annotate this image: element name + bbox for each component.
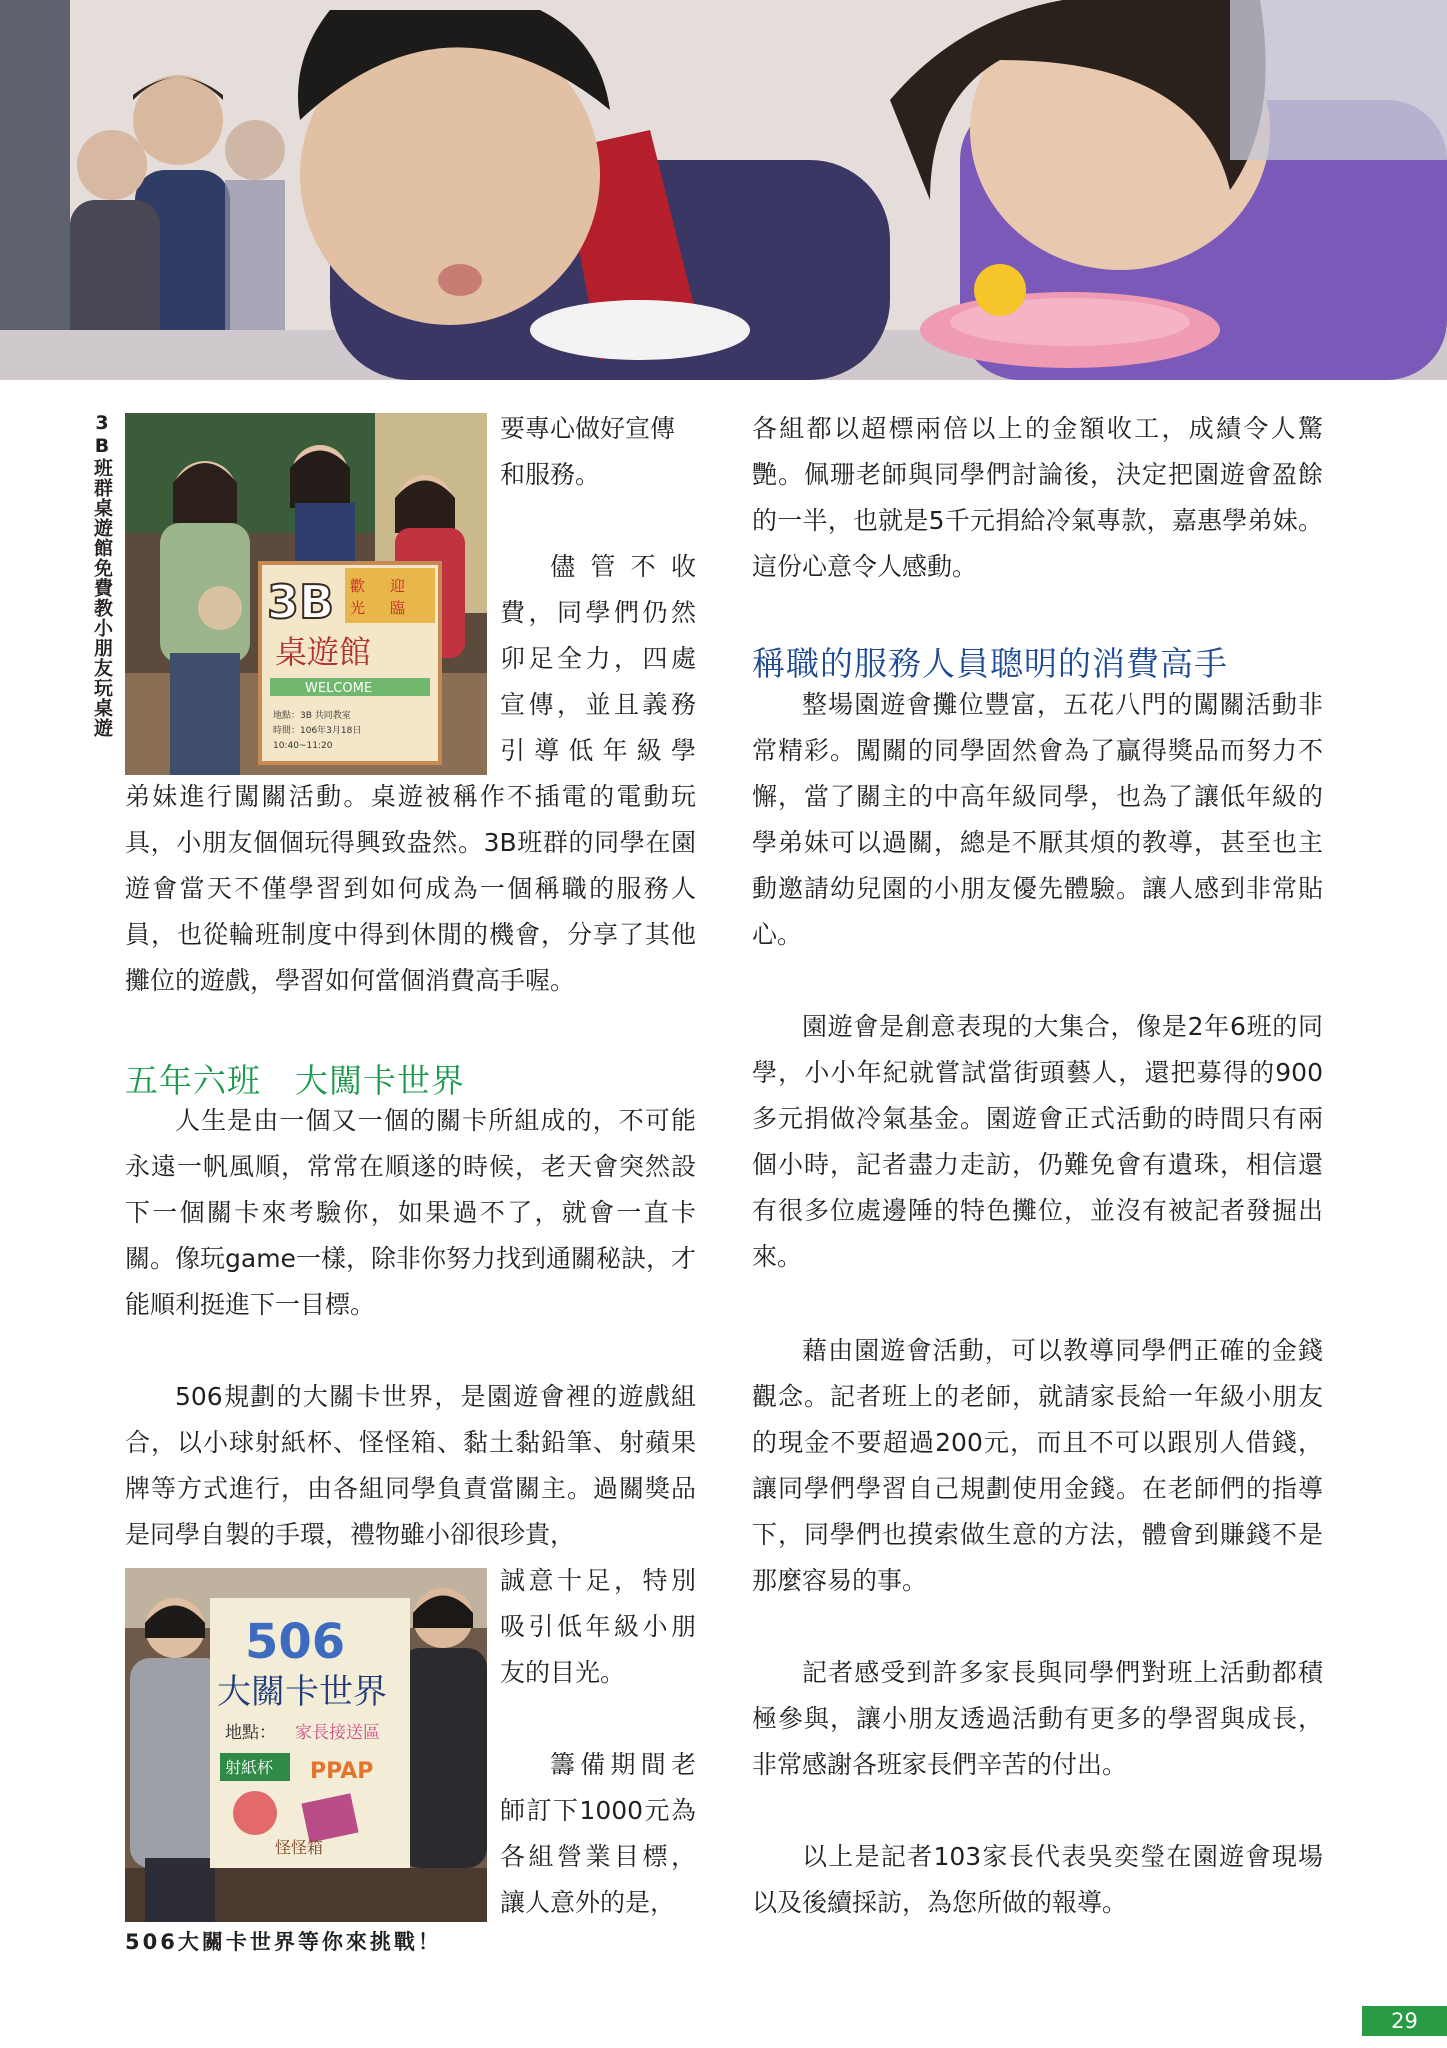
sign-welcome-3: 光 <box>350 599 366 617</box>
sign-welcome-4: 臨 <box>390 599 406 617</box>
right-para-4: 藉由園遊會活動，可以教導同學們正確的金錢觀念。記者班上的老師，就請家長給一年級小朋友的現金不要超過200元，而且不可以跟別人借錢，讓同學們學習自己規劃使用金錢。在老師們的指導下，同學們也摸索做生意的方法，體會到賺錢不是那麼容易的事。 <box>752 1336 1323 1595</box>
page-number: 29 <box>1362 2006 1447 2036</box>
right-para-1: 各組都以超標兩倍以上的金額收工，成績令人驚艷。佩珊老師與同學們討論後，決定把園遊會盈餘的一半，也就是5千元捐給冷氣專款，嘉惠學弟妹。這份心意令人感動。 <box>752 414 1323 581</box>
left-para-2-beside-photo: 儘管不收費，同學們仍然卯足全力，四處宣傳，並且義務引導低年級學 <box>500 552 696 765</box>
poster-game2: PPAP <box>310 1759 374 1784</box>
side-caption: 3B班群桌遊館免費教小朋友玩桌遊 <box>91 412 113 738</box>
photo-3b-boardgame <box>125 413 487 775</box>
right-para-2: 整場園遊會攤位豐富，五花八門的闖關活動非常精彩。闖關的同學固然會為了贏得獎品而努力不懈，當了關主的中高年級同學，也為了讓低年級的學弟妹可以過關，總是不厭其煩的教導，甚至也主動邀請幼兒園的小朋友優先體驗。讓人感到非常貼心。 <box>752 690 1323 949</box>
section-heading-service: 稱職的服務人員聰明的消費高手 <box>752 644 1228 683</box>
right-para-3: 園遊會是創意表現的大集合，像是2年6班的同學，小小年紀就嘗試當街頭藝人，還把募得的900多元捐做冷氣基金。園遊會正式活動的時間只有兩個小時，記者盡力走訪，仍難免會有遺珠，相信還有很多位處邊陲的特色攤位，並沒有被記者發掘出來。 <box>752 1012 1323 1271</box>
left-para-5: 籌備期間老師訂下1000元為各組營業目標，讓人意外的是， <box>500 1750 696 1917</box>
left-para-2-full: 弟妹進行闖關活動。桌遊被稱作不插電的電動玩具，小朋友個個玩得興致盎然。3B班群的同學在園遊會當天不僅學習到如何成為一個稱職的服務人員，也從輪班制度中得到休閒的機會，分享了其他攤位的遊戲，學習如何當個消費高手喔。 <box>125 782 696 995</box>
sign-note-2: 時間：106年3月18日 <box>273 726 362 736</box>
left-para-3: 人生是由一個又一個的關卡所組成的，不可能永遠一帆風順，常常在順遂的時候，老天會突然設下一個關卡來考驗你，如果過不了，就會一直卡關。像玩game一樣，除非你努力找到通關秘訣，才能順利挺進下一目標。 <box>125 1106 696 1319</box>
photo-caption: 506大關卡世界等你來挑戰！ <box>125 1930 442 1954</box>
left-para-4-beside-photo: 誠意十足，特別吸引低年級小朋友的目光。 <box>500 1566 696 1687</box>
right-para-5: 記者感受到許多家長與同學們對班上活動都積極參與，讓小朋友透過活動有更多的學習與成長，非常感謝各班家長們辛苦的付出。 <box>752 1658 1323 1779</box>
poster-title: 大關卡世界 <box>217 1672 387 1712</box>
left-para-4: 506規劃的大關卡世界，是園遊會裡的遊戲組合，以小球射紙杯、怪怪箱、黏土黏鉛筆、射蘋果牌等方式進行，由各組同學負責當關主。過關獎品是同學自製的手環，禮物雖小卻很珍貴， <box>125 1382 696 1549</box>
poster-sub1: 地點： <box>225 1723 276 1743</box>
poster-game1: 射紙杯 <box>225 1758 274 1777</box>
poster-game3: 怪怪箱 <box>275 1838 324 1857</box>
poster-number: 506 <box>245 1614 346 1670</box>
photo-506-poster <box>125 1568 487 1922</box>
section-heading-506: 五年六班 大闖卡世界 <box>125 1061 465 1100</box>
sign-welcome-2: 迎 <box>390 577 406 595</box>
left-para-1: 要專心做好宣傳和服務。 <box>500 414 676 489</box>
poster-sub2: 家長接送區 <box>295 1723 380 1743</box>
hero-photo <box>0 0 1447 380</box>
sign-welcome-1: 歡 <box>350 577 366 595</box>
sign-note-1: 地點：3B 共同教室 <box>273 711 351 721</box>
sign-note-3: 10:40~11:20 <box>273 741 333 751</box>
right-para-6: 以上是記者103家長代表吳奕瑩在園遊會現場以及後續採訪，為您所做的報導。 <box>752 1842 1323 1917</box>
sign-banner: WELCOME <box>305 681 373 696</box>
sign-3b-text: 3B <box>267 575 335 629</box>
sign-title: 桌遊館 <box>275 633 372 671</box>
